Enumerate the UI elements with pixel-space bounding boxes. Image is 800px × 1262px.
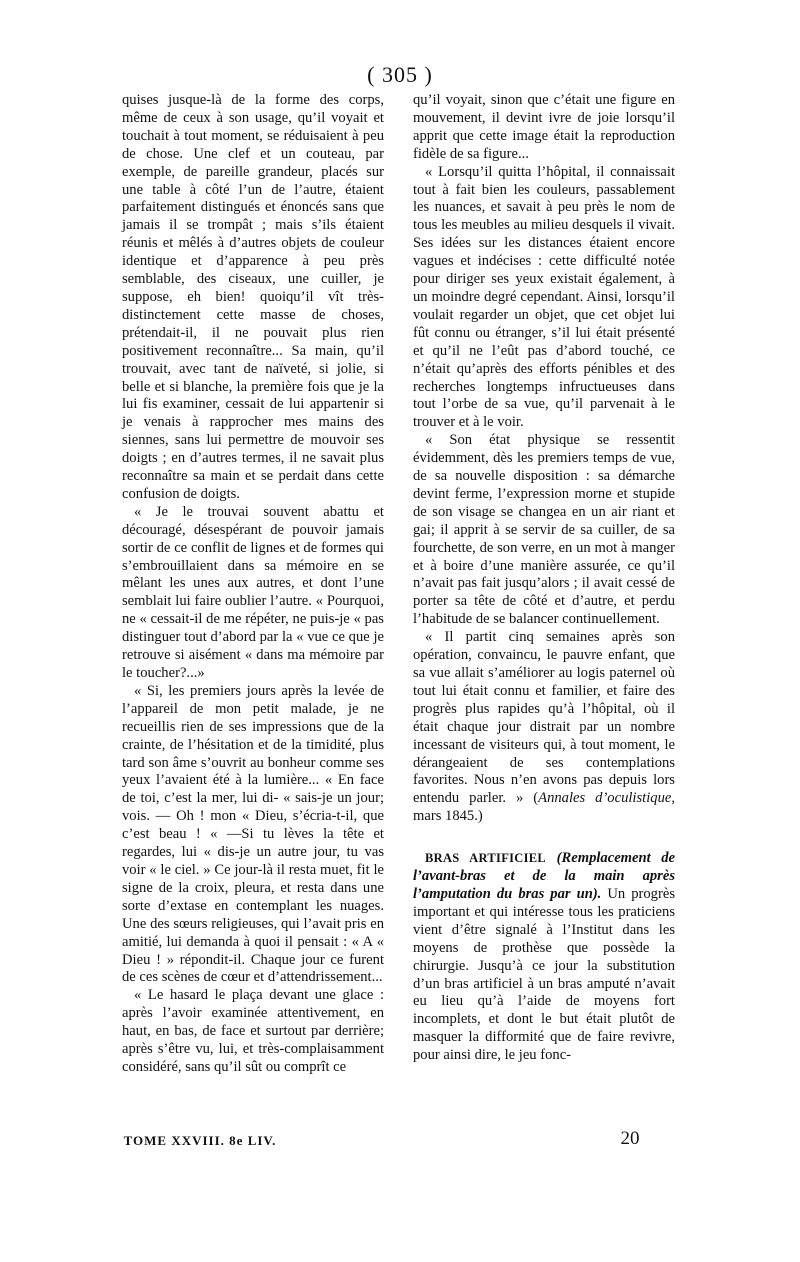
paragraph [413,629,675,826]
sheet-number: 20 [620,1128,640,1149]
section-article [413,850,675,1065]
citation-source: Annales d’oculistique, [538,790,675,807]
paragraph: qu’il voyait, sinon que c’était une figure en mouvement, il devint ivre de joie lorsqu’il apprit que cette image était la reproduction fidèle de sa figure... [413,92,675,162]
paragraph: « Le hasard le plaça devant une glace : après l’avoir examinée attentivement, en haut, en bas, de face et surtout par derrière; après s’être vu, lui, et très-complaisamment considéré, sans qu’il sût ou comprît ce [122,987,384,1075]
paragraph-text: « Il partit cinq semaines après son opération, convaincu, le pauvre enfant, que sa vue allait s’améliorer au logis paternel où tout lui était connu et familier, et faire des progrès plus rapides qu’à l’hôpital, où il était chaque jour distrait par un nombre incessant de visiteurs qui, à tout moment, le dérangeaient de ses contemplations favorites. Nous n’en avons pas depuis lors entendu parler. » ( [413,629,675,807]
citation-date: mars 1845.) [413,808,483,825]
left-column [122,92,384,1077]
paragraph: « Je le trouvai souvent abattu et découragé, désespérant de pouvoir jamais sortir de ce conflit de lignes et de formes qui s’embrouillaient dans sa mémoire en se mêlant les unes aux autres, et dont l’une semblait lui faire oublier l’autre. « Pourquoi, ne « cessait-il de me répéter, ne puis-je « pas distinguer tout d’abord par la « vue ce que je retrouve si aisément « dans ma mémoire par le toucher?...» [122,503,384,681]
paragraph: quises jusque-là de la forme des corps, même de ceux à son usage, qu’il voyait et touchait à tout moment, se réduisaient à peu de chose. Une clef et un couteau, par exemple, de pareille grandeur, placés sur une table à côté l’un de l’autre, étaient parfaitement distingués et énoncés sans que jamais il se trompât ; mais s’ils étaient réunis et mêlés à d’autres objets de couleur identique et d’apparence à peu près semblable, des ciseaux, une cuiller, je suppose, eh bien! quoiqu’il vît très-distinctement cette masse de choses, prétendait-il, il ne pouvait plus rien positivement reconnaître... Sa main, qu’il trouvait, avec tant de naïveté, si jolie, si belle et si blanche, la première fois que je la lui fis examiner, cessait de lui appartenir si je venais à rapprocher mes mains des siennes, sans lui permettre de mouvoir ses doigts ; en d’autres termes, il ne savait plus reconnaître sa main et se perdait dans cette confusion de doigts. [122,92,384,502]
page-number: ( 305 ) [367,62,433,87]
signature-mark: TOME XXVIII. 8e LIV. [123,1133,277,1148]
paragraph: « Lorsqu’il quitta l’hôpital, il connaissait tout à fait bien les couleurs, passablement les nuances, et savait à peu près le nom de tous les meubles au milieu desquels il vivait. Ses idées sur les distances étaient encore vagues et indécises : cette difficulté notée pour diriger ses yeux existait également, à un moindre degré cependant. Ainsi, lorsqu’il voulait regarder un objet, que cet objet lui fût connu ou étranger, s’il lui était présenté et qu’il ne l’eût pas d’abord touché, ce n’était qu’après des efforts pénibles et des recherches longtemps infructueuses dans tout l’orbe de sa vue, qu’il parvenait à le trouver et à le voir. [413,163,675,431]
paragraph: « Si, les premiers jours après la levée de l’appareil de mon petit malade, je ne recueillis rien de ses impressions que de la crainte, de l’hésitation et de la timidité, plus tard son âme s’ouvrit au bonheur comme ses yeux l’avaient été à la lumière... « En face de toi, c’est la mer, lui di- « sais-je un jour; vois. — Oh ! mon « Dieu, s’écria-t-il, que c’est beau ! « —Si tu lèves la tête et regardes, lui « dis-je un autre jour, tu vas voir « le ciel. » Ce jour-là il resta muet, fit le signe de la croix, pleura, et resta dans une sorte d’extase en contemplant les nuages. Une des sœurs religieuses, qui l’avait pris en amitié, lui demanda à quoi il pensait : « A « Dieu ! » répondit-il. Chaque jour ce furent de ces scènes de cœur et d’attendrissement... [122,682,384,986]
paragraph: « Son état physique se ressentit évidemment, dès les premiers temps de vue, de sa nouvelle disposition : sa démarche devint ferme, l’expression morne et stupide de son visage se changea en un air riant et gai; il apprit à se servir de sa cuiller, de sa fourchette, de son verre, en un mot à manger et à boire d’une manière assurée, ce qu’il n’avait pas fait jusqu’alors ; il avait cessé de porter sa tête de côté et d’autre, et perdu l’habitude de se balancer continuellement. [413,432,675,628]
section-title: BRAS ARTIFICIEL [425,851,547,866]
section-subtitle: (Remplacement de l’avant-bras et de la main après l’amputation du bras par un). [413,850,675,902]
right-column [413,92,675,1065]
section-body: Un progrès important et qui intéresse tous les praticiens vient d’être signalé à l’Institut dans les moyens de prothèse que possède la chirurgie. Jusqu’à ce jour la substitution d’un bras artificiel à un bras amputé n’avait eu lieu qu’à l’aide de moyens fort incomplets, et dont le but était plutôt de masquer la difformité que de faire revivre, pour ainsi dire, le jeu fonc- [413,885,675,1064]
